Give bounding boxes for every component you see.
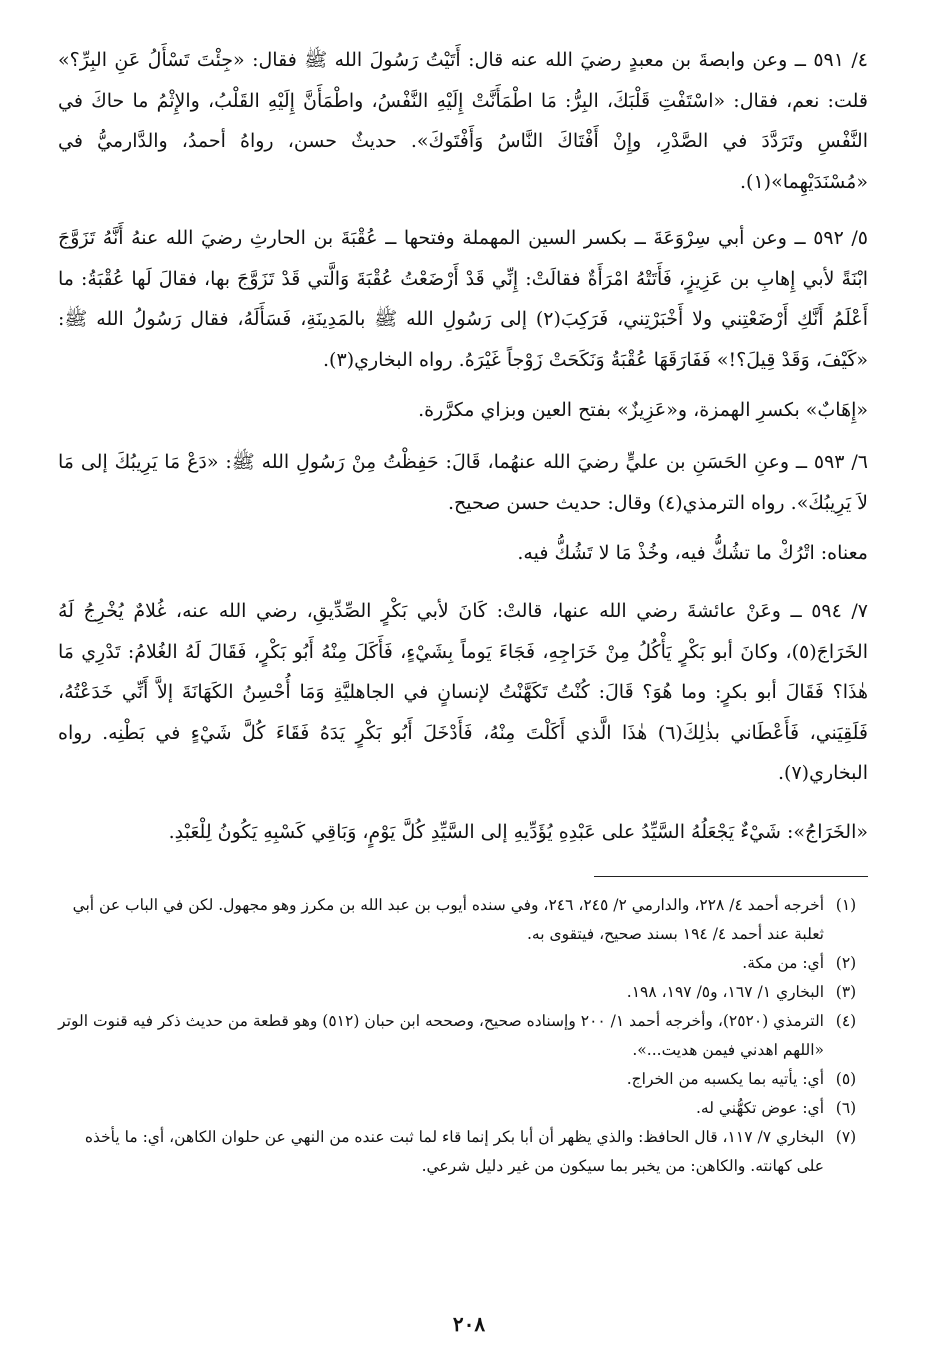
footnote-3 — [58, 978, 868, 1007]
note-ihab-aziz: «إِهَابٌ» بكسرِ الهمزة، و«عَزِيزٌ» بفتح العين وبزاي مكرَّرة. — [418, 399, 868, 421]
footnote-text: أي: عوض تكهُّني له. — [695, 1098, 824, 1117]
footnote-number: (٢) — [835, 953, 857, 972]
footnote-text: أي: يأتيه بما يكسبه من الخراج. — [626, 1069, 824, 1088]
footnote-number: (٣) — [835, 982, 857, 1001]
footnote-text: أي: من مكة. — [742, 953, 824, 972]
footnote-number: (٥) — [835, 1069, 857, 1088]
page-number: ٢٠٨ — [452, 1312, 486, 1336]
footnote-1 — [58, 891, 868, 949]
footnote-5 — [58, 1065, 868, 1094]
footnotes — [58, 891, 868, 1181]
footnote-number: (٤) — [835, 1011, 857, 1030]
note-kharaj: «الخَرَاجُ»: شَيْءٌ يَجْعَلُهُ السَّيِّدُ على عَبْدِهِ يُؤَدِّيهِ إلى السَّيِّدِ كُلَّ يَوْمٍ، وَبَاقِي كَسْبِهِ يَكُونُ لِلْعَبْدِ. — [168, 820, 868, 843]
hadith-592: ٥/ ٥٩٢ ــ وعن أبي سِرْوَعَةَ ــ بكسر السين المهملة وفتحها ــ عُقْبَةَ بن الحارثِ رضيَ الله عنهُ أَنَّهُ تَزَوَّجَ ابْنَةً لأبي إِهابِ بن عَزِيزٍ، فَأَتَتْهُ امْرَأَةٌ فقالَتْ: إِنِّي قَدْ أَرْضَعْتُ عُقْبَةَ وَالَّتي قَدْ تَزَوَّجَ بها، فقالَ لَها عُقْبَةُ: ما أَعْلَمُ أَنَّكِ أَرْضَعْتِني ولا أَخْبَرْتِني، فَرَكِبَ(٢) إلى رَسُولِ الله ﷺ بالمَدِينَةِ، فَسَأَلَهُ، فقال رَسُولُ الله ﷺ: «كَيْفَ، وَقَدْ قِيلَ؟!» فَفَارَقَهَا عُقْبَةُ وَنَكَحَتْ زَوْجاً غَيْرَهُ. رواه البخاري(٣). — [58, 227, 869, 371]
footnote-6 — [58, 1094, 868, 1123]
footnote-text: أخرجه أحمد ٤/ ٢٢٨، والدارمي ٢/ ٢٤٥، ٢٤٦، وفي سنده أيوب بن عبد الله بن مكرز وهو مجهول. لكن في الباب عن أبي ثعلبة عند أحمد ٤/ ١٩٤ بسند صحيح، فيتقوى به. — [72, 895, 824, 943]
footnote-divider — [594, 876, 868, 877]
hadith-593: ٦/ ٥٩٣ ــ وعنِ الحَسَنِ بن عليٍّ رضيَ الله عنهُما، قَالَ: حَفِظْتُ مِنْ رَسُولِ الله ﷺ: «دَعْ مَا يَرِيبُكَ إلى مَا لاَ يَرِيبُكَ». رواه الترمذي(٤) وقال: حديث حسن صحيح. — [58, 451, 868, 514]
hadith-591: ٤/ ٥٩١ ــ وعن وابصةَ بن معبدٍ رضيَ الله عنه قال: أَتَيْتُ رَسُولَ الله ﷺ فقال: «جِئْتَ تَسْأَلُ عَنِ البِرِّ؟» قلت: نعم، فقال: «اسْتَفْتِ قَلْبَكَ، البِرُّ: مَا اطْمَأَنَّتْ إِلَيْهِ النَّفْسُ، واطْمَأَنَّ إِلَيْهِ القَلْبُ، والإِثْمُ ما حاكَ في النَّفْسِ وتَرَدَّدَ في الصَّدْرِ، وإِنْ أَفْتَاكَ النَّاسُ وَأَفْتَوكَ». حديثٌ حسن، رواهُ أحمدُ، والدَّارميُّ في «مُسْنَدَيْهِما»(١). — [58, 49, 868, 193]
footnote-text: البخاري ٧/ ١١٧، قال الحافظ: والذي يظهر أن أبا بكر إنما قاء لما ثبت عنده من النهي عن حلوان الكاهن، أي: ما يأخذه على كهانته. والكاهن: من يخبر بما سيكون من غير دليل شرعي. — [84, 1127, 824, 1175]
footnote-4 — [58, 1007, 868, 1065]
hadith-594: ٧/ ٥٩٤ ــ وعَنْ عائشةَ رضي الله عنها، قالتْ: كَانَ لأبي بَكْرٍ الصِّدِّيقِ، رضي الله عنه، غُلامٌ يُخْرِجُ لَهُ الخَرَاجَ(٥)، وكانَ أبو بَكْرٍ يَأْكُلُ مِنْ خَرَاجِهِ، فَجَاءَ يَوماً بِشَيْءٍ، فَأَكَلَ مِنْهُ أَبُو بَكْرٍ، فَقَالَ لَهُ الغُلامُ: تَدْرِي مَا هٰذَا؟ فَقَالَ أبو بكرٍ: وما هُوَ؟ قَالَ: كُنْتُ تَكَهَّنْتُ لإنسانٍ في الجاهليَّةِ وَمَا أُحْسِنُ الكَهَانَةَ إلاَّ أَنِّي خَدَعْتُهُ، فَلَقِيَني، فَأَعْطَاني بذٰلِكَ(٦) هٰذَا الَّذي أَكَلْتَ مِنْهُ، فَأَدْخَلَ أَبُو بَكْرٍ يَدَهُ فَقَاءَ كُلَّ شَيْءٍ في بَطْنِه. رواه البخاري(٧). — [58, 600, 869, 784]
footnote-text: البخاري ١/ ١٦٧، و٥/ ١٩٧، ١٩٨. — [626, 982, 824, 1001]
footnote-text: الترمذي (٢٥٢٠)، وأخرجه أحمد ١/ ٢٠٠ وإسناده صحيح، وصححه ابن حبان (٥١٢) وهو قطعة من حديث ذكر فيه قنوت الوتر «اللهم اهدني فيمن هديت...». — [58, 1011, 824, 1059]
footnote-number: (٦) — [835, 1098, 857, 1117]
note-meaning: معناه: اتْرُكْ ما تشُكُّ فيه، وخُذْ مَا لا تَشُكُّ فيه. — [517, 542, 868, 564]
footnote-number: (٧) — [835, 1127, 857, 1146]
footnote-number: (١) — [835, 895, 857, 914]
footnote-7 — [58, 1123, 868, 1181]
footnote-2 — [58, 949, 868, 978]
